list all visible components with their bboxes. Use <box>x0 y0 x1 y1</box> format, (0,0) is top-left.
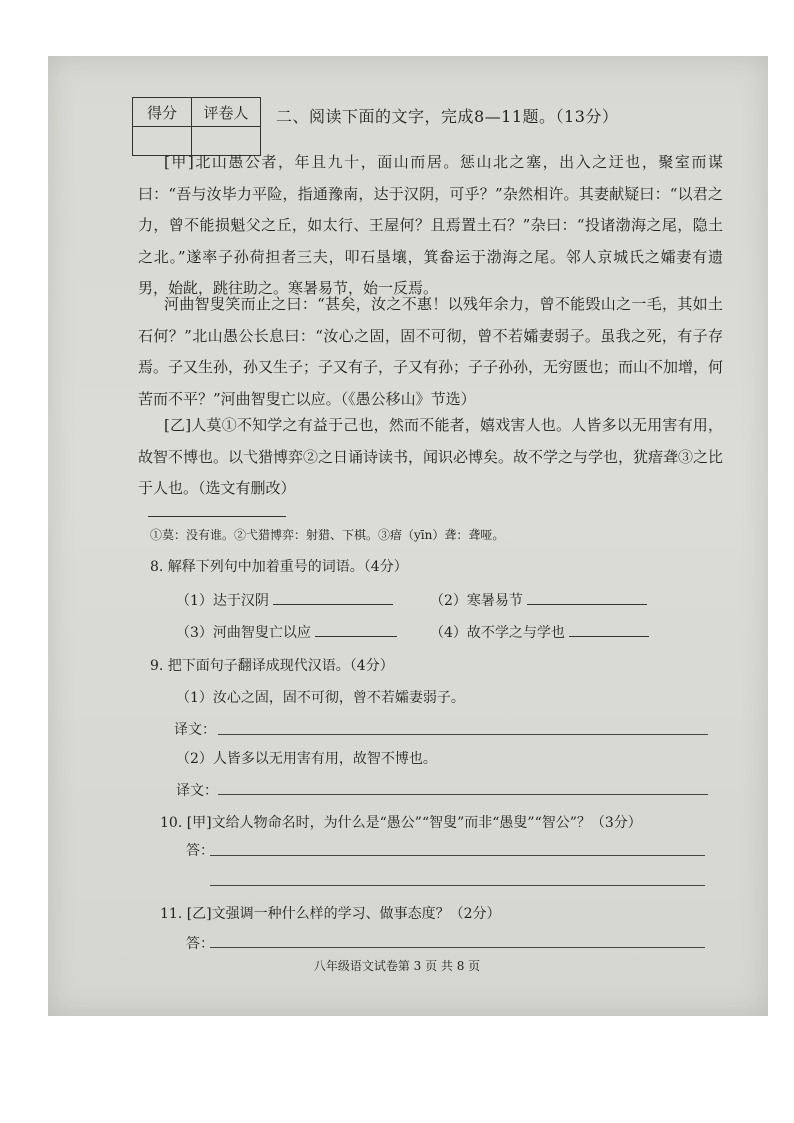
passage-b: [乙]人莫①不知学之有益于己也，然而不能者，嬉戏害人也。人皆多以无用害有用，故智不博也。以弋猎博弈②之日诵诗读书，闻识必博矣。故不学之与学也，犹瘖聋③之比于人也。（选文有删改） <box>138 416 724 497</box>
question-9-sentence-1: （1）汝心之固，固不可彻，曾不若孀妻弱子。 <box>176 690 465 706</box>
answer-line-10-2[interactable] <box>210 884 705 886</box>
question-8-item-1-text: （1）达于汉阴 <box>176 593 269 609</box>
question-9-label-1: 译文： <box>174 722 216 738</box>
footnote: ①莫：没有谁。②弋猎博弈：射猎、下棋。③瘖（yīn）聋：聋哑。 <box>150 528 505 542</box>
question-8-item-2-text: （2）寒暑易节 <box>430 593 523 609</box>
answer-line-10-1[interactable] <box>210 854 705 856</box>
answer-line-9-2[interactable] <box>218 793 708 795</box>
answer-line-9-1[interactable] <box>218 733 708 735</box>
question-11-label: 答： <box>186 936 214 952</box>
page-footer: 八年级语文试卷第 3 页 共 8 页 <box>313 959 481 973</box>
footnote-divider <box>148 516 286 517</box>
question-10-stem: 10. [甲]文给人物命名时，为什么是“愚公”“智叟”而非“愚叟”“智公”？（3分） <box>160 815 642 831</box>
answer-blank-8-1[interactable] <box>273 590 393 605</box>
grader-label: 评卷人 <box>192 98 261 127</box>
question-10-label: 答： <box>186 843 214 859</box>
passage-a-paragraph-2: 河曲智叟笑而止之曰：“甚矣，汝之不惠！以残年余力，曾不能毁山之一毛，其如土石何？”北山愚公长息曰：“汝心之固，固不可彻，曾不若孀妻弱子。虽我之死，有子存焉。子又生孙，孙又生子；子又有子，子又有孙；子子孙孙，无穷匮也；而山不加增，何苦而不平？”河曲智叟亡以应。（《愚公移山》节选） <box>138 295 724 408</box>
answer-blank-8-3[interactable] <box>315 622 397 637</box>
question-9-label-2: 译文： <box>176 783 218 799</box>
answer-blank-8-4[interactable] <box>569 622 649 637</box>
question-8-item-4-text: （4）故不学之与学也 <box>430 625 565 641</box>
answer-line-11[interactable] <box>210 946 705 948</box>
question-8-item-4 <box>430 622 649 642</box>
question-8-item-3 <box>176 622 397 642</box>
section-title: 二、阅读下面的文字，完成8—11题。（13分） <box>276 107 619 126</box>
question-8-item-1 <box>176 590 393 610</box>
question-8-item-3-text: （3）河曲智叟亡以应 <box>176 625 311 641</box>
question-9-stem: 9. 把下面句子翻译成现代汉语。（4分） <box>150 658 394 674</box>
question-8-stem: 8. 解释下列句中加着重号的词语。（4分） <box>150 559 408 575</box>
score-label: 得分 <box>133 98 192 127</box>
answer-blank-8-2[interactable] <box>527 590 647 605</box>
question-9-sentence-2: （2）人皆多以无用害有用，故智不博也。 <box>176 751 437 767</box>
question-11-stem: 11. [乙]文强调一种什么样的学习、做事态度？（2分） <box>160 906 501 922</box>
question-8-item-2 <box>430 590 647 610</box>
passage-a-paragraph-1: [甲]北山愚公者，年且九十，面山而居。惩山北之塞，出入之迂也，聚室而谋曰：“吾与汝毕力平险，指通豫南，达于汉阴，可乎？”杂然相许。其妻献疑曰：“以君之力，曾不能损魁父之丘，如太行、王屋何？且焉置土石？”杂曰：“投诸渤海之尾，隐土之北。”遂率子孙荷担者三夫，叩石垦壤，箕畚运于渤海之尾。邻人京城氏之孀妻有遗男，始龀，跳往助之。寒暑易节，始一反焉。 <box>138 153 723 297</box>
